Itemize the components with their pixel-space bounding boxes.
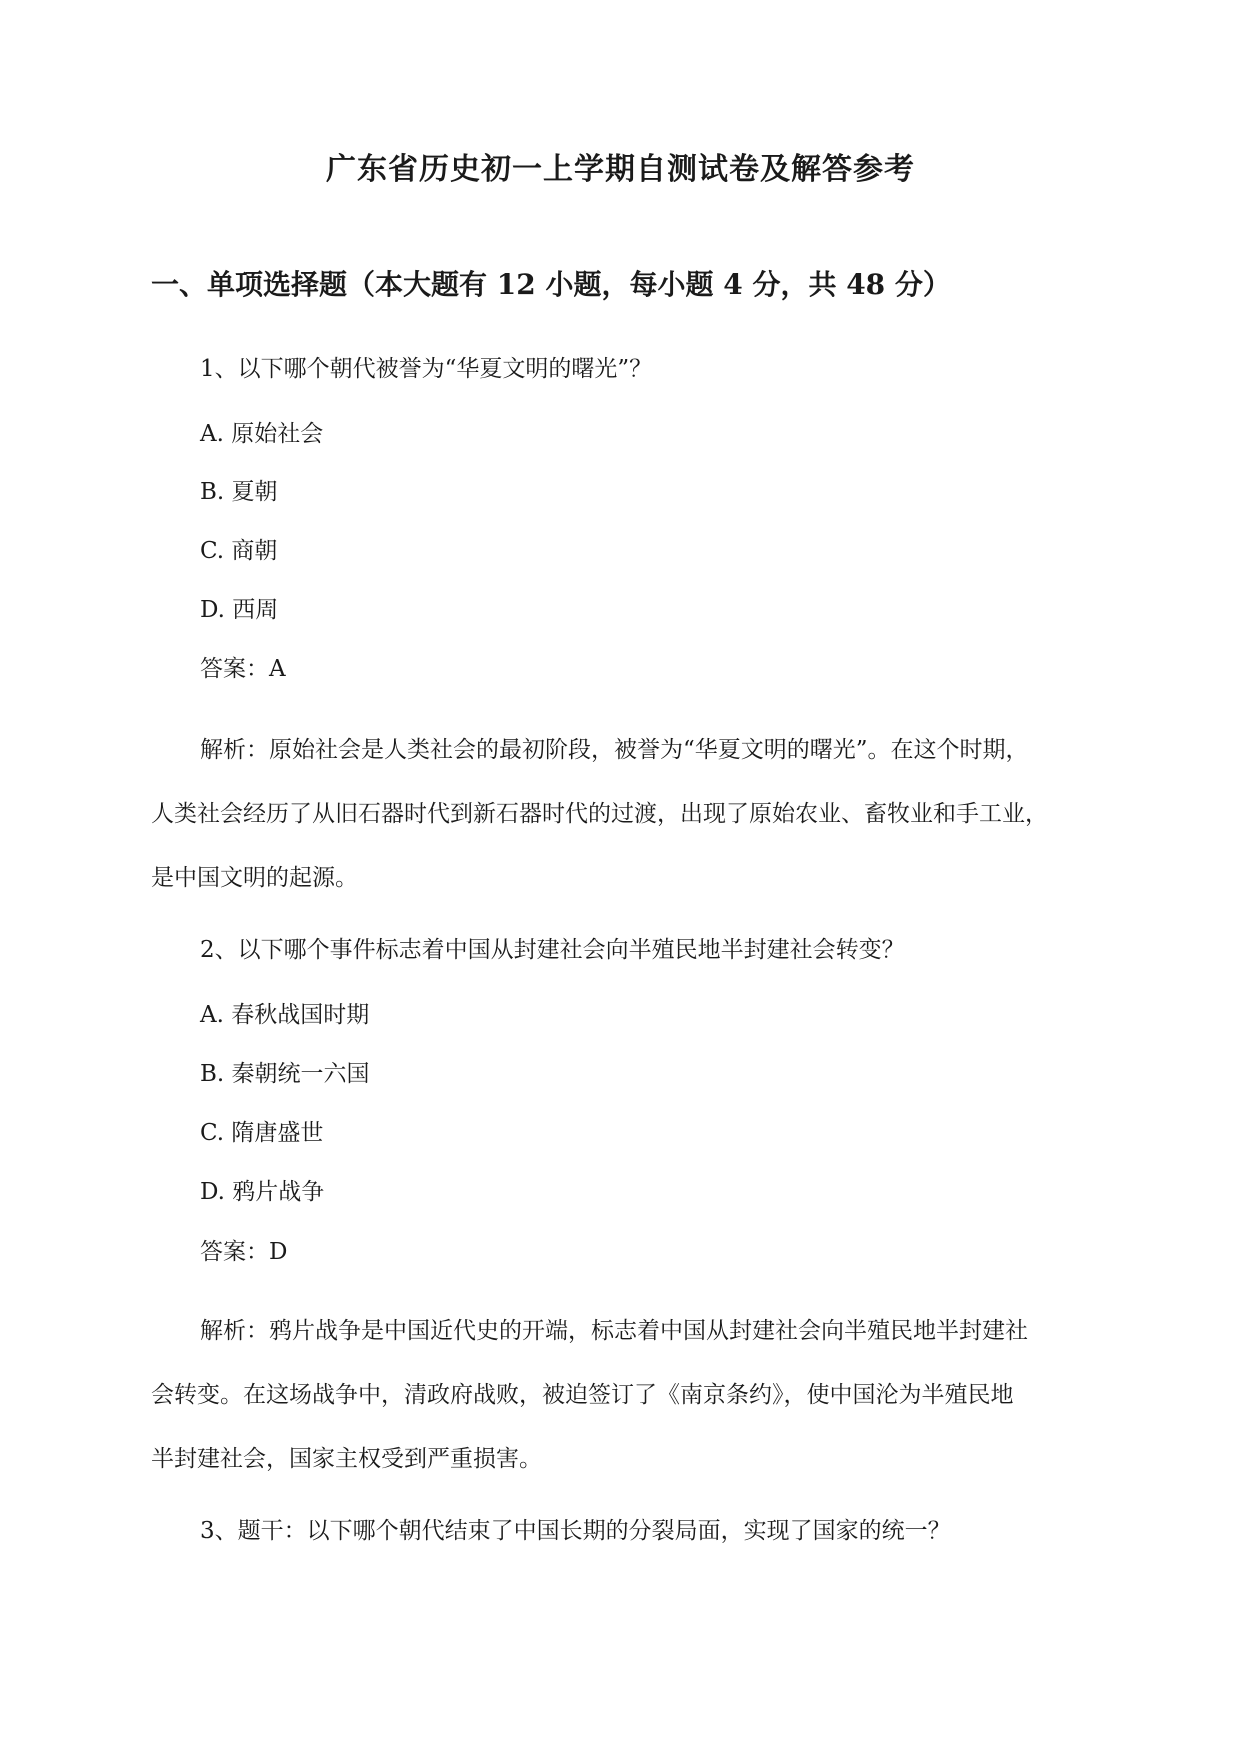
question-2-stem: 2、以下哪个事件标志着中国从封建社会向半殖民地半封建社会转变？ [200,937,905,963]
section-heading: 一、单项选择题（本大题有 12 小题，每小题 4 分，共 48 分） [151,268,951,301]
question-2-option-b: B. 秦朝统一六国 [200,1061,370,1087]
question-2-option-d: D. 鸦片战争 [200,1179,325,1205]
question-1-option-c: C. 商朝 [200,538,278,564]
question-2-answer: 答案：D [200,1239,288,1265]
question-1-option-b: B. 夏朝 [200,479,278,505]
question-1-analysis-line-2: 人类社会经历了从旧石器时代到新石器时代的过渡，出现了原始农业、畜牧业和手工业， [151,801,1048,827]
page-title: 广东省历史初一上学期自测试卷及解答参考 [326,152,915,187]
question-1-option-d: D. 西周 [200,597,279,623]
question-1-analysis-line-3: 是中国文明的起源。 [151,865,358,891]
question-1-option-a: A. 原始社会 [200,421,324,447]
question-1-analysis-line-1: 解析：原始社会是人类社会的最初阶段，被誉为“华夏文明的曙光”。在这个时期， [200,737,1029,763]
question-2-option-c: C. 隋唐盛世 [200,1120,324,1146]
question-2-analysis-line-3: 半封建社会，国家主权受到严重损害。 [151,1446,542,1472]
question-3-stem: 3、题干：以下哪个朝代结束了中国长期的分裂局面，实现了国家的统一？ [200,1518,951,1544]
question-1-answer: 答案：A [200,656,286,682]
question-2-analysis-line-1: 解析：鸦片战争是中国近代史的开端，标志着中国从封建社会向半殖民地半封建社 [200,1318,1028,1344]
question-1-stem: 1、以下哪个朝代被誉为“华夏文明的曙光”？ [200,356,653,382]
question-2-option-a: A. 春秋战国时期 [200,1002,370,1028]
question-2-analysis-line-2: 会转变。在这场战争中，清政府战败，被迫签订了《南京条约》，使中国沦为半殖民地 [151,1382,1014,1408]
